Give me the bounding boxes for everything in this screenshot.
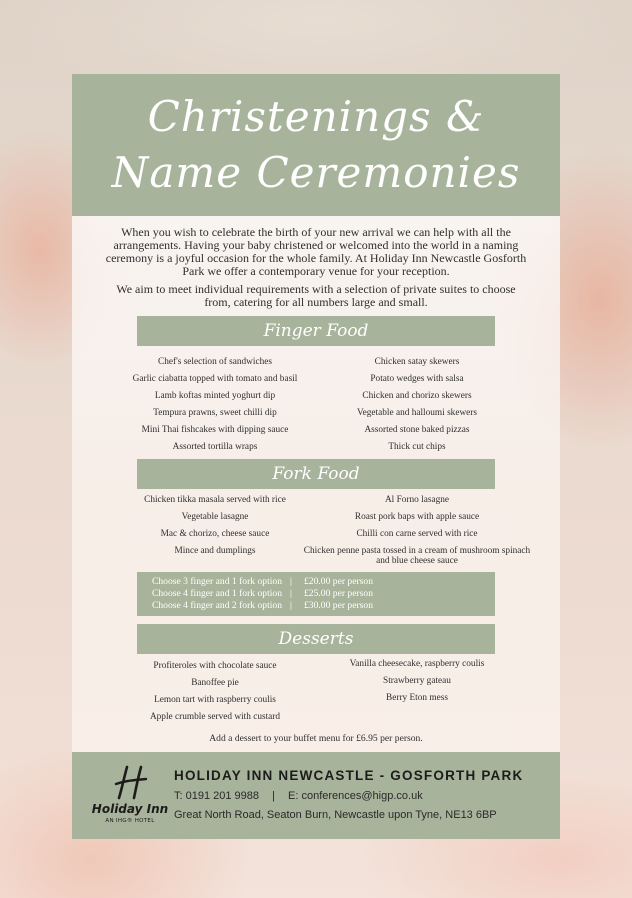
- menu-item: Al Forno lasagne: [384, 495, 450, 505]
- menu-item: Chilli con carne served with rice: [356, 529, 478, 539]
- desserts-left-list: [100, 661, 330, 729]
- hotel-name: HOLIDAY INN NEWCASTLE - GOSFORTH PARK: [174, 768, 524, 783]
- menu-item: Apple crumble served with custard: [149, 712, 281, 722]
- fork-food-left-list: [100, 495, 330, 563]
- finger-food-right-list: [302, 357, 532, 459]
- dessert-addon-note: Add a dessert to your buffet menu for £6.95 per person.: [209, 733, 423, 744]
- option-label: Choose 3 finger and 1 fork option: [151, 576, 282, 587]
- menu-item: Roast pork baps with apple sauce: [354, 512, 480, 522]
- menu-item: Vanilla cheesecake, raspberry coulis: [349, 659, 485, 669]
- holiday-inn-logo-icon: [110, 764, 150, 800]
- email-address: E: conferences@higp.co.uk: [288, 790, 423, 802]
- menu-item: Mini Thai fishcakes with dipping sauce: [141, 425, 289, 435]
- menu-item: Chicken satay skewers: [374, 357, 460, 367]
- menu-item: Potato wedges with salsa: [370, 374, 464, 384]
- option-label: Choose 4 finger and 2 fork option: [151, 600, 282, 611]
- title-line-1: Christenings &: [147, 92, 485, 141]
- menu-item: Thick cut chips: [388, 442, 446, 452]
- fork-food-heading: Fork Food: [137, 459, 495, 489]
- finger-food-heading: Finger Food: [137, 316, 495, 346]
- price-options-box: [137, 572, 495, 616]
- menu-item: Assorted stone baked pizzas: [364, 425, 470, 435]
- contact-separator: |: [272, 790, 275, 802]
- hotel-address: Great North Road, Seaton Burn, Newcastle upon Tyne, NE13 6BP: [174, 809, 497, 821]
- option-separator: |: [290, 600, 292, 611]
- menu-item: Profiteroles with chocolate sauce: [153, 661, 277, 671]
- menu-item: Berry Eton mess: [386, 693, 448, 703]
- menu-item: Lemon tart with raspberry coulis: [154, 695, 276, 705]
- menu-item: Chicken tikka masala served with rice: [144, 495, 286, 505]
- option-price: £30.00 per person: [304, 600, 374, 611]
- price-option-row: [137, 588, 495, 600]
- logo-subtitle: AN IHG® HOTEL: [105, 818, 155, 824]
- fork-food-right-list: [302, 495, 532, 568]
- contact-line: [174, 790, 423, 802]
- price-option-row: [137, 576, 495, 588]
- intro-paragraph-2: We aim to meet individual requirements with a selection of private suites to choose from, catering for all numbers large and small.: [116, 282, 516, 309]
- option-label: Choose 4 finger and 1 fork option: [151, 588, 282, 599]
- menu-item: Chicken penne pasta tossed in a cream of mushroom spinach and blue cheese sauce: [303, 546, 531, 566]
- menu-item: Assorted tortilla wraps: [172, 442, 258, 452]
- menu-item: Vegetable and halloumi skewers: [356, 408, 478, 418]
- intro-paragraph-1: When you wish to celebrate the birth of your new arrival we can help with all the arrangements. Having your baby christened or welcomed into the world in a naming ceremony is a joyful occasion for the whole family. At Holiday Inn Newcastle Gosforth Park we offer a contemporary venue for your reception.: [105, 225, 527, 278]
- menu-item: Mac & chorizo, cheese sauce: [160, 529, 270, 539]
- finger-food-left-list: [100, 357, 330, 459]
- phone-number: T: 0191 201 9988: [174, 790, 260, 802]
- menu-item: Mince and dumplings: [174, 546, 256, 556]
- title-line-2: Name Ceremonies: [111, 148, 521, 197]
- title-banner: [72, 74, 560, 216]
- menu-item: Garlic ciabatta topped with tomato and basil: [132, 374, 298, 384]
- menu-item: Strawberry gateau: [383, 676, 451, 686]
- menu-item: Lamb koftas minted yoghurt dip: [154, 391, 276, 401]
- menu-item: Banoffee pie: [191, 678, 239, 688]
- footer-banner: [72, 752, 560, 839]
- menu-item: Chef's selection of sandwiches: [158, 357, 272, 367]
- logo-wordmark: Holiday Inn: [91, 802, 169, 816]
- desserts-heading: Desserts: [137, 624, 495, 654]
- option-separator: |: [290, 588, 292, 599]
- menu-item: Chicken and chorizo skewers: [362, 391, 472, 401]
- desserts-right-list: [302, 659, 532, 710]
- option-separator: |: [290, 576, 292, 587]
- option-price: £20.00 per person: [304, 576, 374, 587]
- price-option-row: [137, 600, 495, 612]
- menu-item: Vegetable lasagne: [181, 512, 249, 522]
- menu-item: Tempura prawns, sweet chilli dip: [153, 408, 277, 418]
- option-price: £25.00 per person: [304, 588, 374, 599]
